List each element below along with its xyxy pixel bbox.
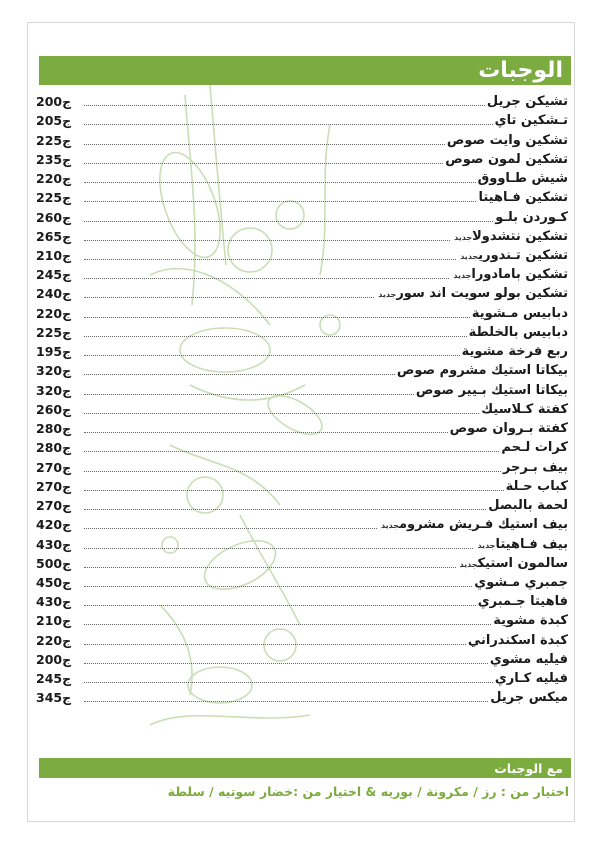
- dot-leader: [84, 374, 395, 375]
- section-title-bar: [39, 56, 571, 85]
- menu-item-price: 270ج: [36, 459, 72, 475]
- menu-item: [36, 496, 568, 515]
- menu-item-name: بيف فـاهيتاجديد: [477, 536, 568, 552]
- menu-item: [36, 650, 568, 669]
- menu-item-name: تشكين فـاهيتا: [478, 190, 568, 206]
- new-badge: جديد: [453, 271, 472, 281]
- menu-item-price: 245ج: [36, 267, 72, 283]
- menu-item: [36, 554, 568, 573]
- menu-item-name: تشكين تـندوريجديد: [460, 247, 568, 263]
- dot-leader: [84, 451, 499, 452]
- menu-item-price: 320ج: [36, 363, 72, 379]
- dot-leader: [84, 317, 470, 318]
- menu-item-price: 225ج: [36, 132, 72, 148]
- menu-list: [36, 92, 568, 708]
- menu-item-name: جمبري مـشوي: [474, 574, 568, 590]
- menu-item: [36, 669, 568, 688]
- menu-item: [36, 111, 568, 130]
- menu-item-price: 420ج: [36, 517, 72, 533]
- menu-item: [36, 265, 568, 284]
- menu-item: [36, 323, 568, 342]
- menu-item-name: لحمة بالبصل: [488, 498, 568, 514]
- menu-item-name: بيف استيك فـريش مشرومجديد: [380, 517, 568, 533]
- menu-item: [36, 592, 568, 611]
- section-title: الوجبات: [478, 57, 563, 83]
- menu-item: [36, 92, 568, 111]
- dot-leader: [84, 663, 488, 664]
- menu-item-price: 220ج: [36, 305, 72, 321]
- menu-item-price: 225ج: [36, 324, 72, 340]
- dot-leader: [84, 471, 501, 472]
- menu-item-name: كفتة كـلاسيك: [481, 401, 568, 417]
- menu-item: [36, 477, 568, 496]
- dot-leader: [84, 336, 467, 337]
- menu-item-name: كباب حـلة: [505, 478, 568, 494]
- menu-item-price: 220ج: [36, 632, 72, 648]
- menu-item-name: تشكين وايت صوص: [446, 132, 568, 148]
- dot-leader: [84, 278, 449, 279]
- menu-item-name: فيليه مشوي: [489, 651, 568, 667]
- new-badge: جديد: [380, 521, 399, 531]
- menu-item: [36, 284, 568, 303]
- dot-leader: [84, 509, 486, 510]
- dot-leader: [84, 259, 456, 260]
- menu-item-price: 500ج: [36, 555, 72, 571]
- menu-item-price: 205ج: [36, 113, 72, 129]
- menu-item-name: تشكين بولو سويت اند سورجديد: [378, 286, 568, 302]
- sides-text: اختيار من : رز / مكرونة / بوريه & اختيار من :خضار سوتيه / سلطة: [167, 784, 569, 799]
- sides-title: مع الوجبات: [494, 760, 563, 776]
- menu-item-price: 260ج: [36, 209, 72, 225]
- menu-item: [36, 188, 568, 207]
- menu-item-name: بيكاتا استيك بـيير صوص: [415, 382, 568, 398]
- menu-item-price: 320ج: [36, 382, 72, 398]
- menu-item-price: 225ج: [36, 190, 72, 206]
- menu-item: [36, 227, 568, 246]
- menu-item-name: دبابيس مـشوية: [471, 305, 568, 321]
- menu-item-name: ربع فرخة مشوية: [461, 344, 568, 360]
- menu-item-price: 270ج: [36, 498, 72, 514]
- menu-item-price: 220ج: [36, 171, 72, 187]
- new-badge: جديد: [454, 232, 473, 242]
- menu-item-name: فيليه كـاري: [494, 671, 568, 687]
- menu-item-name: ميكس جريل: [490, 690, 568, 706]
- dot-leader: [84, 413, 479, 414]
- menu-item: [36, 246, 568, 265]
- dot-leader: [84, 605, 476, 606]
- dot-leader: [84, 355, 460, 356]
- dot-leader: [84, 163, 443, 164]
- menu-item: [36, 130, 568, 149]
- new-badge: جديد: [460, 251, 479, 261]
- menu-item-name: كبدة مشوية: [493, 613, 568, 629]
- menu-item: [36, 688, 568, 707]
- menu-item-price: 195ج: [36, 344, 72, 360]
- menu-item: [36, 207, 568, 226]
- dot-leader: [84, 394, 414, 395]
- menu-item-price: 245ج: [36, 671, 72, 687]
- menu-item: [36, 457, 568, 476]
- menu-item: [36, 573, 568, 592]
- dot-leader: [84, 528, 377, 529]
- dot-leader: [84, 701, 488, 702]
- menu-item: [36, 169, 568, 188]
- menu-item-price: 210ج: [36, 247, 72, 263]
- menu-item-name: سالمون استيكجديد: [459, 555, 568, 571]
- menu-item-name: تشكين لمون صوص: [445, 151, 568, 167]
- menu-item-price: 270ج: [36, 478, 72, 494]
- menu-item-name: تشيكن جريل: [486, 94, 568, 110]
- menu-item: [36, 419, 568, 438]
- dot-leader: [84, 182, 476, 183]
- menu-item-price: 265ج: [36, 228, 72, 244]
- menu-item: [36, 342, 568, 361]
- dot-leader: [84, 682, 493, 683]
- menu-item-price: 200ج: [36, 94, 72, 110]
- dot-leader: [84, 624, 491, 625]
- menu-item-name: تـشكين تاي: [494, 113, 568, 129]
- menu-item-price: 240ج: [36, 286, 72, 302]
- menu-item: [36, 150, 568, 169]
- dot-leader: [84, 548, 473, 549]
- dot-leader: [84, 586, 472, 587]
- menu-item-name: تشكين نتشدولاجديد: [454, 228, 568, 244]
- menu-item-name: شيش طـاووق: [477, 171, 568, 187]
- menu-item-price: 200ج: [36, 651, 72, 667]
- menu-item-name: بيف بـرجر: [502, 459, 568, 475]
- dot-leader: [84, 567, 456, 568]
- menu-item: [36, 304, 568, 323]
- dot-leader: [84, 124, 493, 125]
- menu-item-name: تشكين بامادوراجديد: [453, 267, 568, 283]
- menu-item-price: 280ج: [36, 421, 72, 437]
- menu-item-price: 210ج: [36, 613, 72, 629]
- new-badge: جديد: [477, 540, 496, 550]
- dot-leader: [84, 644, 466, 645]
- menu-item-name: دبابيس بالخلطة: [468, 324, 568, 340]
- menu-item-name: فاهيتا جـمبري: [477, 594, 568, 610]
- menu-item-price: 450ج: [36, 574, 72, 590]
- menu-item-price: 345ج: [36, 690, 72, 706]
- new-badge: جديد: [459, 559, 478, 569]
- dot-leader: [84, 490, 504, 491]
- menu-item-name: كبدة اسكندراني: [467, 632, 568, 648]
- dot-leader: [84, 432, 448, 433]
- menu-item: [36, 611, 568, 630]
- dot-leader: [84, 297, 374, 298]
- dot-leader: [84, 105, 485, 106]
- new-badge: جديد: [378, 290, 397, 300]
- menu-item-name: كرات لـحم: [501, 440, 568, 456]
- menu-item: [36, 515, 568, 534]
- menu-item: [36, 381, 568, 400]
- menu-item: [36, 534, 568, 553]
- menu-item: [36, 631, 568, 650]
- menu-item-name: كـوردن بلـو: [495, 209, 568, 225]
- menu-item: [36, 400, 568, 419]
- sides-title-bar: [39, 758, 571, 778]
- menu-item-price: 260ج: [36, 401, 72, 417]
- menu-item-name: كفتة بـروان صوص: [449, 421, 568, 437]
- menu-item-price: 430ج: [36, 594, 72, 610]
- menu-item-price: 280ج: [36, 440, 72, 456]
- menu-item-name: بيكاتا استيك مشروم صوص: [396, 363, 568, 379]
- dot-leader: [84, 201, 476, 202]
- dot-leader: [84, 240, 450, 241]
- dot-leader: [84, 144, 445, 145]
- menu-item-price: 235ج: [36, 151, 72, 167]
- menu-item: [36, 361, 568, 380]
- menu-item-price: 430ج: [36, 536, 72, 552]
- dot-leader: [84, 221, 493, 222]
- menu-item: [36, 438, 568, 457]
